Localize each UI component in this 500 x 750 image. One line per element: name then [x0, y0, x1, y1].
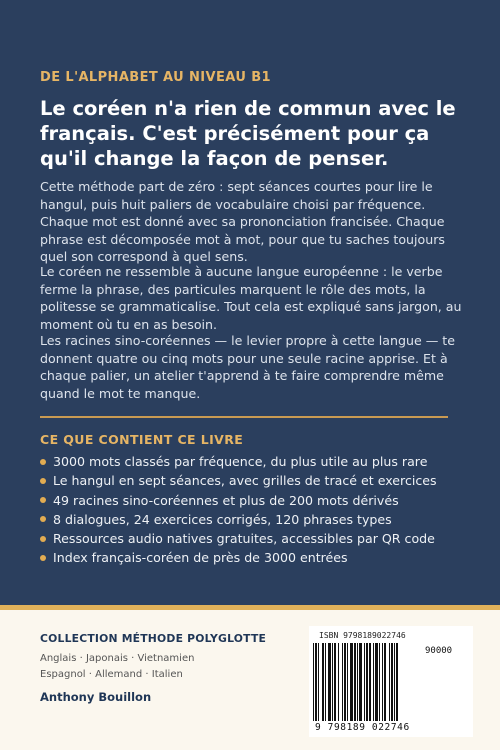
- bullet-icon: [40, 478, 46, 484]
- bullet-icon: [40, 497, 46, 503]
- eyebrow-label: DE L'ALPHABET AU NIVEAU B1: [40, 70, 271, 85]
- bullet-icon: [40, 459, 46, 465]
- feature-text: 8 dialogues, 24 exercices corrigés, 120 phrases types: [53, 511, 392, 527]
- bullet-icon: [40, 516, 46, 522]
- feature-text: 3000 mots classés par fréquence, du plus utile au plus rare: [53, 454, 428, 469]
- contents-title: CE QUE CONTIENT CE LIVRE: [40, 432, 244, 447]
- description-paragraph-2: Le coréen ne ressemble à aucune langue européenne : le verbe ferme la phrase, des particules marquent le rôle des mots, la politesse se grammaticalise. Tout cela est expliqué sans jargon, au moment où tu en as besoin.: [40, 264, 462, 332]
- isbn-barcode: [309, 626, 473, 737]
- isbn-digits: 9 798189 022746: [315, 722, 410, 733]
- feature-text: Ressources audio natives gratuites, accessibles par QR code: [53, 531, 435, 547]
- price-code: 90000: [425, 646, 453, 656]
- barcode-bars: [311, 643, 423, 723]
- section-divider: [40, 416, 448, 418]
- feature-item: [40, 452, 437, 471]
- feature-item: [40, 529, 437, 548]
- author-name: Anthony Bouillon: [40, 690, 152, 704]
- feature-item: [40, 471, 437, 490]
- description-paragraph-3: Les racines sino-coréennes — le levier propre à cette langue — te donnent quatre ou cinq mots pour une seule racine apprise. Et à chaque palier, un atelier t'apprend à te faire comprendre même quand le mot te manque.: [40, 333, 455, 401]
- languages-line-2: Espagnol · Allemand · Italien: [40, 669, 183, 680]
- feature-item: [40, 510, 437, 529]
- headline: Le coréen n'a rien de commun avec le français. C'est précisément pour ça qu'il change la façon de penser.: [40, 97, 456, 170]
- description-paragraph-1: Cette méthode part de zéro : sept séances courtes pour lire le hangul, puis huit paliers de vocabulaire choisi par fréquence. Chaque mot est donné avec sa prononciation francisée. Chaque phrase est décomposée mot à mot, pour que tu saches toujours quel son correspond à quel sens.: [40, 179, 445, 265]
- feature-text: Le hangul en sept séances, avec grilles de tracé et exercices: [53, 473, 437, 489]
- languages-line-1: Anglais · Japonais · Vietnamien: [40, 653, 195, 664]
- collection-languages: [40, 651, 194, 683]
- collection-title: COLLECTION MÉTHODE POLYGLOTTE: [40, 632, 267, 645]
- feature-text: 49 racines sino-coréennes et plus de 200 mots dérivés: [53, 492, 399, 508]
- isbn-label: ISBN 9798189022746: [319, 631, 406, 640]
- feature-list: [40, 452, 437, 568]
- feature-item: [40, 491, 437, 510]
- feature-item: [40, 548, 437, 567]
- bullet-icon: [40, 536, 46, 542]
- feature-text: Index français-coréen de près de 3000 entrées: [53, 550, 348, 566]
- bullet-icon: [40, 555, 46, 561]
